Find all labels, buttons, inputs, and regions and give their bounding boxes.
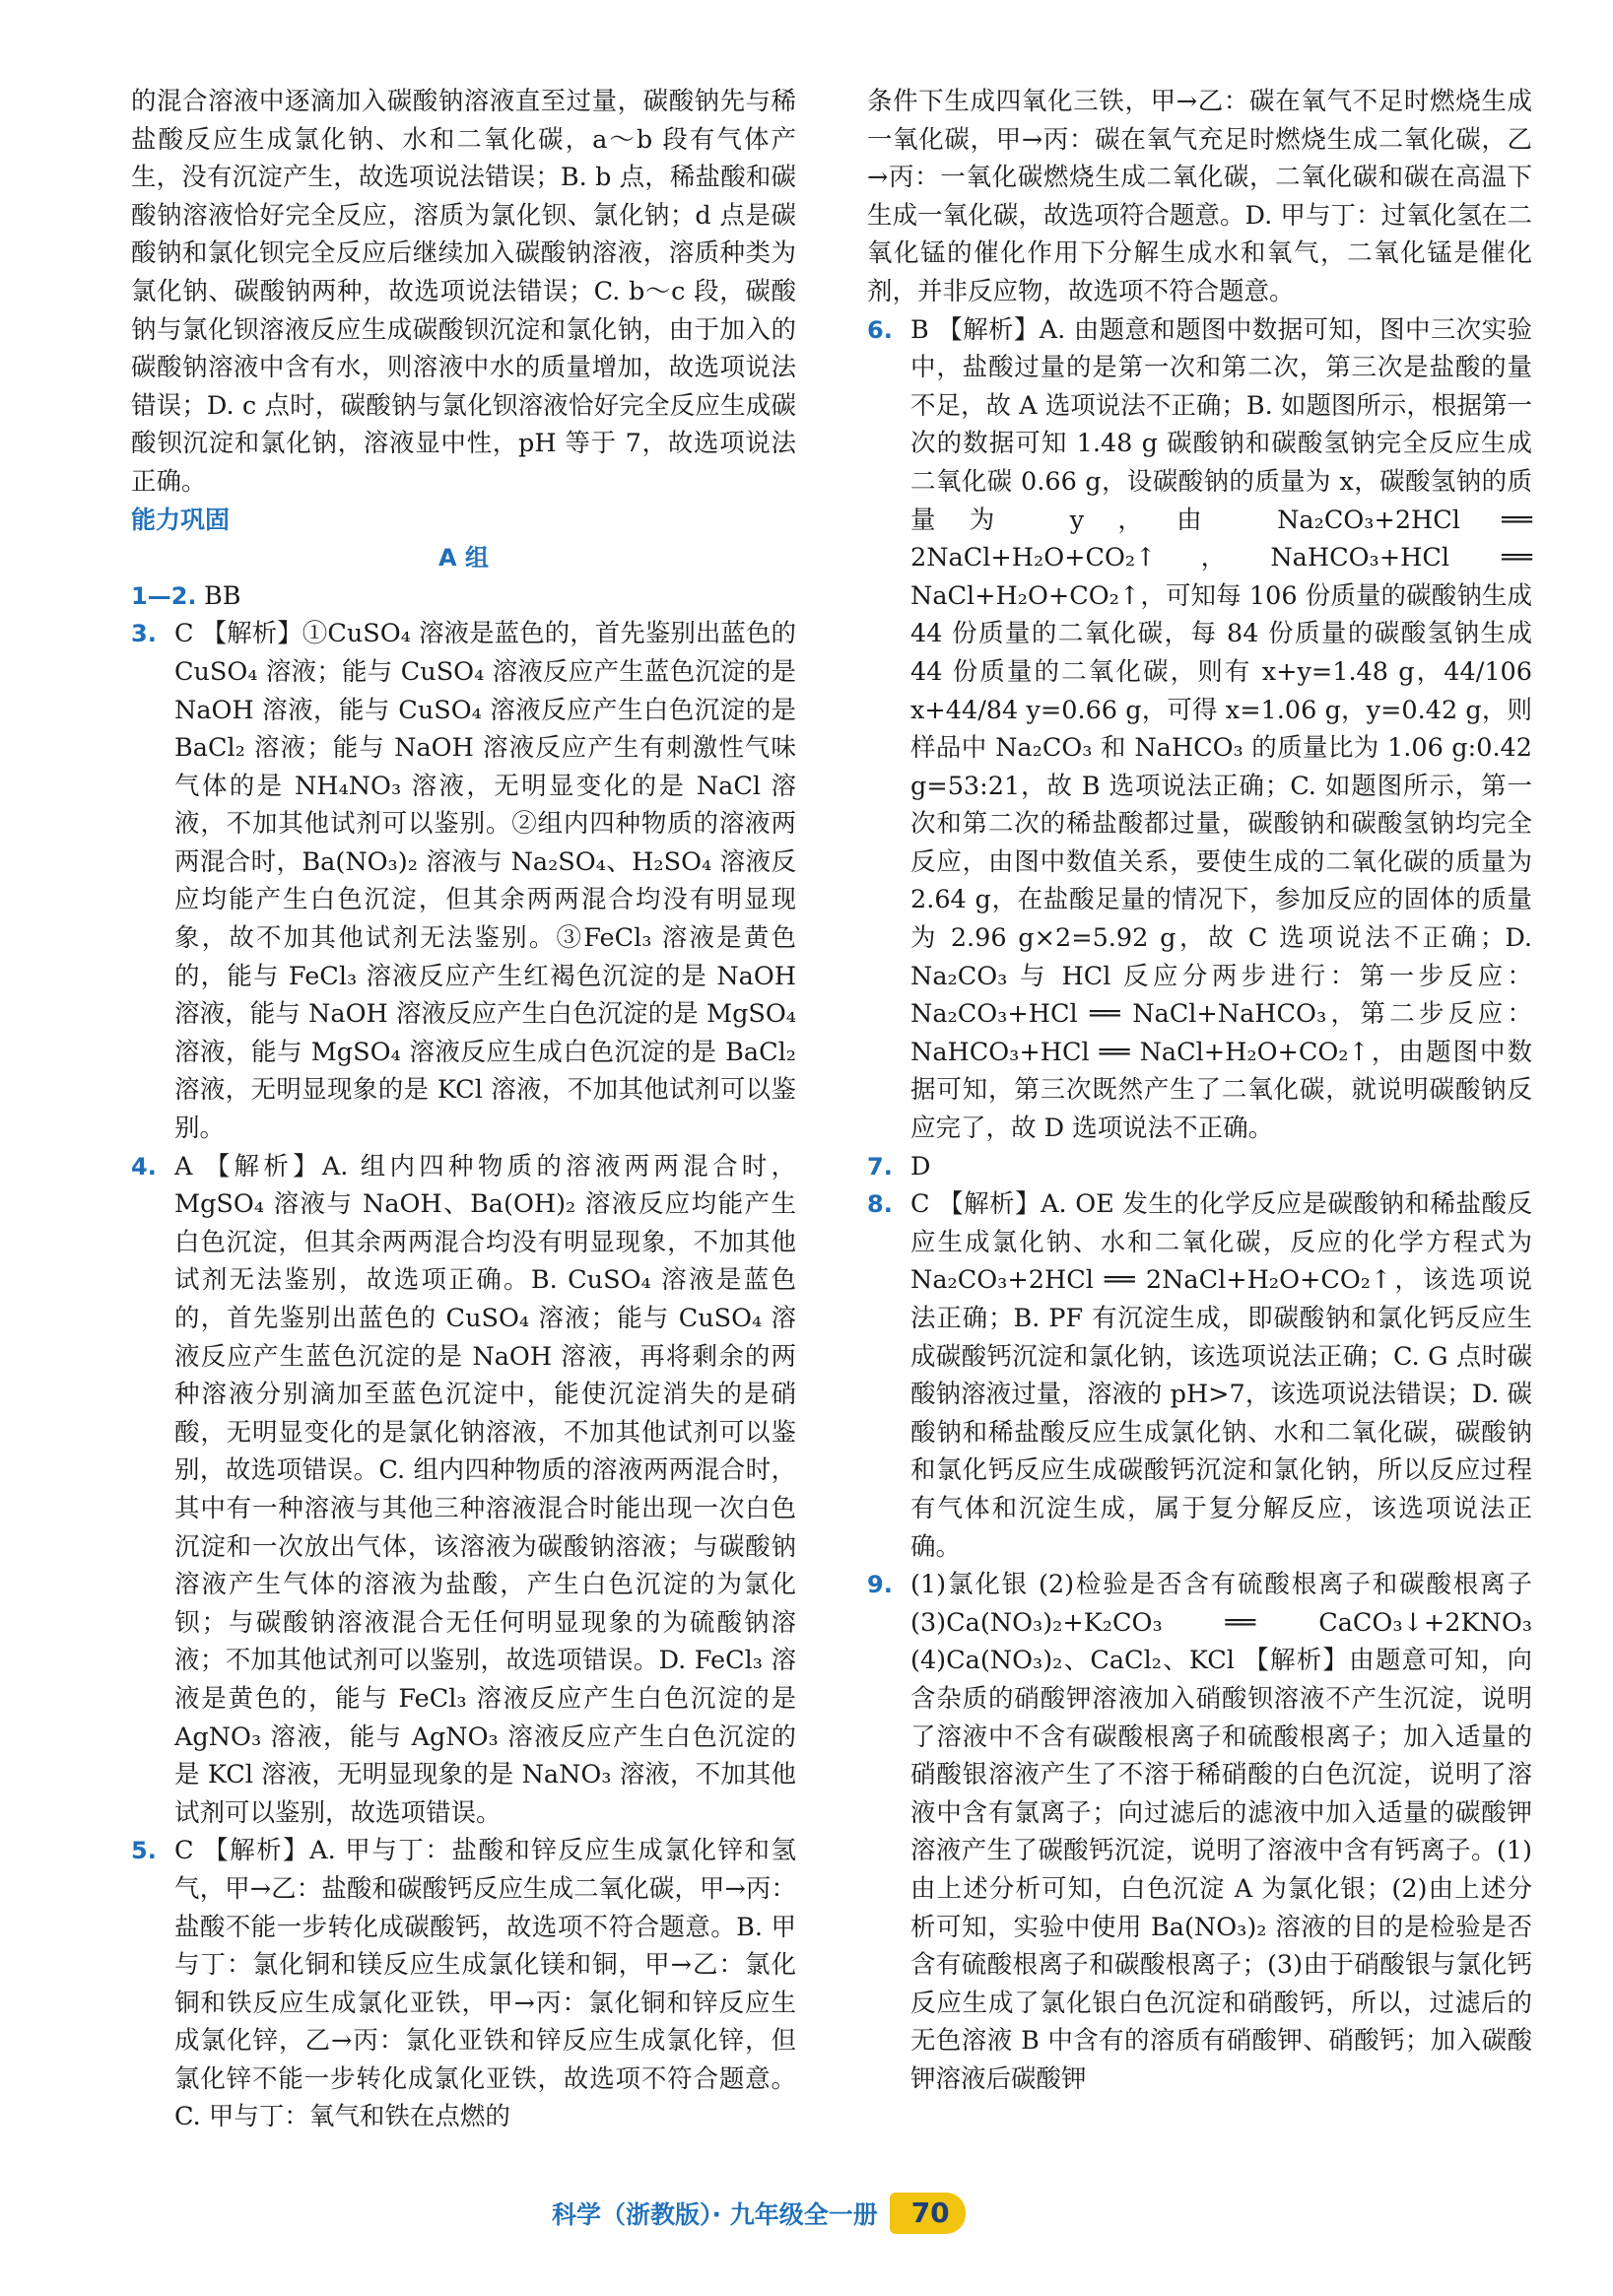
item-text: A 【解析】A. 组内四种物质的溶液两两混合时，MgSO₄ 溶液与 NaOH、Ba(OH)₂ 溶液反应均能产生白色沉淀，但其余两两混合均没有明显现象，不加其他试剂无法鉴别，故选项正确。B. CuSO₄ 溶液是蓝色的，首先鉴别出蓝色的 CuSO₄ 溶液；能与 CuSO₄ 溶液反应产生蓝色沉淀的是 NaOH 溶液，再将剩余的两种溶液分别滴加至蓝色沉淀中，能使沉淀消失的是硝酸，无明显变化的是氯化钠溶液，不加其他试剂可以鉴别，故选项错误。C. 组内四种物质的溶液两两混合时，其中有一种溶液与其他三种溶液混合时能出现一次白色沉淀和一次放出气体，该溶液为碳酸钠溶液；与碳酸钠溶液产生气体的溶液为盐酸，产生白色沉淀的为氯化钡；与碳酸钠溶液混合无任何明显现象的为硫酸钠溶液；不加其他试剂可以鉴别，故选项错误。D. FeCl₃ 溶液是黄色的，能与 FeCl₃ 溶液反应产生白色沉淀的是 AgNO₃ 溶液，能与 AgNO₃ 溶液反应产生白色沉淀的是 KCl 溶液，无明显现象的是 NaNO₃ 溶液，不加其他试剂可以鉴别，故选项错误。: [174, 1151, 796, 1828]
answer-item-9: [867, 1566, 1532, 2098]
item-number: 7.: [867, 1152, 893, 1181]
item-number: 1—2.: [131, 581, 197, 610]
answer-item-1-2: [131, 577, 796, 616]
item-text: B 【解析】A. 由题意和题图中数据可知，图中三次实验中，盐酸过量的是第一次和第二次，第三次是盐酸的量不足，故 A 选项说法不正确；B. 如题图所示，根据第一次的数据可知 1.48 g 碳酸钠和碳酸氢钠完全反应生成二氧化碳 0.66 g，设碳酸钠的质量为 x，碳酸氢钠的质量为 y，由 Na₂CO₃+2HCl ══ 2NaCl+H₂O+CO₂↑，NaHCO₃+HCl ══ NaCl+H₂O+CO₂↑，可知每 106 份质量的碳酸钠生成 44 份质量的二氧化碳，每 84 份质量的碳酸氢钠生成 44 份质量的二氧化碳，则有 x+y=1.48 g，44/106 x+44/84 y=0.66 g，可得 x=1.06 g，y=0.42 g，则样品中 Na₂CO₃ 和 NaHCO₃ 的质量比为 1.06 g:0.42 g=53:21，故 B 选项说法正确；C. 如题图所示，第一次和第二次的稀盐酸都过量，碳酸钠和碳酸氢钠均完全反应，由图中数值关系，要使生成的二氧化碳的质量为 2.64 g，在盐酸足量的情况下，参加反应的固体的质量为 2.96 g×2=5.92 g，故 C 选项说法不正确；D. Na₂CO₃ 与 HCl 反应分两步进行：第一步反应：Na₂CO₃+HCl ══ NaCl+NaHCO₃，第二步反应：NaHCO₃+HCl ══ NaCl+H₂O+CO₂↑，由题图中数据可知，第三次既然产生了二氧化碳，就说明碳酸钠反应完了，故 D 选项说法不正确。: [910, 314, 1532, 1144]
answer-item-3: [131, 615, 796, 1147]
page-footer: [552, 2193, 966, 2234]
answer-item-7: [867, 1148, 1532, 1186]
book-title: 科学（浙教版）· 九年级全一册: [552, 2200, 878, 2229]
section-heading: 能力巩固: [131, 505, 231, 534]
item-number: 5.: [131, 1837, 157, 1865]
answer-item-4: [131, 1148, 796, 1833]
group-heading: A 组: [438, 544, 489, 573]
item-text: BB: [204, 580, 241, 611]
item-number: 8.: [867, 1190, 893, 1219]
item-text: C 【解析】A. 甲与丁：盐酸和锌反应生成氯化锌和氢气，甲→乙：盐酸和碳酸钙反应生成二氧化碳，甲→丙：盐酸不能一步转化成碳酸钙，故选项不符合题意。B. 甲与丁：氯化铜和镁反应生成氯化镁和铜，甲→乙：氯化铜和铁反应生成氯化亚铁，甲→丙：氯化铜和锌反应生成氯化锌，乙→丙：氯化亚铁和锌反应生成氯化锌，但氯化锌不能一步转化成氯化亚铁，故选项不符合题意。C. 甲与丁：氧气和铁在点燃的: [174, 1836, 796, 2132]
right-intro-paragraph: 条件下生成四氧化三铁，甲→乙：碳在氧气不足时燃烧生成一氧化碳，甲→丙：碳在氧气充足时燃烧生成二氧化碳，乙→丙：一氧化碳燃烧生成二氧化碳，二氧化碳和碳在高温下生成一氧化碳，故选项符合题意。D. 甲与丁：过氧化氢在二氧化锰的催化作用下分解生成水和氧气，二氧化锰是催化剂，并非反应物，故选项不符合题意。: [867, 87, 1532, 306]
left-intro-paragraph: 的混合溶液中逐滴加入碳酸钠溶液直至过量，碳酸钠先与稀盐酸反应生成氯化钠、水和二氧化碳，a～b 段有气体产生，没有沉淀产生，故选项说法错误；B. b 点，稀盐酸和碳酸钠溶液恰好完全反应，溶质为氯化钡、氯化钠；d 点是碳酸钠和氯化钡完全反应后继续加入碳酸钠溶液，溶质种类为氯化钠、碳酸钠两种，故选项说法错误；C. b～c 段，碳酸钠与氯化钡溶液反应生成碳酸钡沉淀和氯化钠，由于加入的碳酸钠溶液中含有水，则溶液中水的质量增加，故选项说法错误；D. c 点时，碳酸钠与氯化钡溶液恰好完全反应生成碳酸钡沉淀和氯化钠，溶液显中性，pH 等于 7，故选项说法正确。: [131, 87, 796, 497]
item-text: C 【解析】①CuSO₄ 溶液是蓝色的，首先鉴别出蓝色的 CuSO₄ 溶液；能与 CuSO₄ 溶液反应产生蓝色沉淀的是 NaOH 溶液，能与 CuSO₄ 溶液反应产生白色沉淀的是 BaCl₂ 溶液；能与 NaOH 溶液反应产生有刺激性气味气体的是 NH₄NO₃ 溶液，无明显变化的是 NaCl 溶液，不加其他试剂可以鉴别。②组内四种物质的溶液两两混合时，Ba(NO₃)₂ 溶液与 Na₂SO₄、H₂SO₄ 溶液反应均能产生白色沉淀，但其余两两混合均没有明显现象，故不加其他试剂无法鉴别。③FeCl₃ 溶液是黄色的，能与 FeCl₃ 溶液反应产生红褐色沉淀的是 NaOH 溶液，能与 NaOH 溶液反应产生白色沉淀的是 MgSO₄ 溶液，能与 MgSO₄ 溶液反应生成白色沉淀的是 BaCl₂ 溶液，无明显现象的是 KCl 溶液，不加其他试剂可以鉴别。: [174, 619, 796, 1144]
item-number: 3.: [131, 620, 157, 648]
page-number: 70: [890, 2193, 966, 2234]
answer-item-5: [131, 1832, 796, 2136]
left-column: [131, 83, 796, 2136]
item-text: (1)氯化银 (2)检验是否含有硫酸根离子和碳酸根离子 (3)Ca(NO₃)₂+K₂CO₃ ══ CaCO₃↓+2KNO₃ (4)Ca(NO₃)₂、CaCl₂、KCl 【解析】由题意可知，向含杂质的硝酸钾溶液加入硝酸钡溶液不产生沉淀，说明了溶液中不含有碳酸根离子和硫酸根离子；加入适量的硝酸银溶液产生了不溶于稀硝酸的白色沉淀，说明了溶液中含有氯离子；向过滤后的滤液中加入适量的碳酸钾溶液产生了碳酸钙沉淀，说明了溶液中含有钙离子。(1)由上述分析可知，白色沉淀 A 为氯化银；(2)由上述分析可知，实验中使用 Ba(NO₃)₂ 溶液的目的是检验是否含有硫酸根离子和碳酸根离子；(3)由于硝酸银与氯化钙反应生成了氯化银白色沉淀和硝酸钙，所以，过滤后的无色溶液 B 中含有的溶质有硝酸钾、硝酸钙；加入碳酸钾溶液后碳酸钾: [910, 1570, 1532, 2094]
answer-item-8: [867, 1185, 1532, 1566]
item-text: D: [910, 1151, 931, 1182]
item-text: C 【解析】A. OE 发生的化学反应是碳酸钠和稀盐酸反应生成氯化钠、水和二氧化碳，反应的化学方程式为 Na₂CO₃+2HCl ══ 2NaCl+H₂O+CO₂↑，该选项说法正确；B. PF 有沉淀生成，即碳酸钠和氯化钙反应生成碳酸钙沉淀和氯化钠，该选项说法正确；C. G 点时碳酸钠溶液过量，溶液的 pH>7，该选项说法错误；D. 碳酸钠和稀盐酸反应生成氯化钠、水和二氧化碳，碳酸钠和氯化钙反应生成碳酸钙沉淀和氯化钠，所以反应过程有气体和沉淀生成，属于复分解反应，该选项说法正确。: [910, 1189, 1532, 1562]
right-column: [867, 83, 1532, 2098]
item-number: 4.: [131, 1152, 157, 1181]
item-number: 9.: [867, 1571, 893, 1599]
answer-item-6: [867, 311, 1532, 1148]
item-number: 6.: [867, 315, 893, 344]
